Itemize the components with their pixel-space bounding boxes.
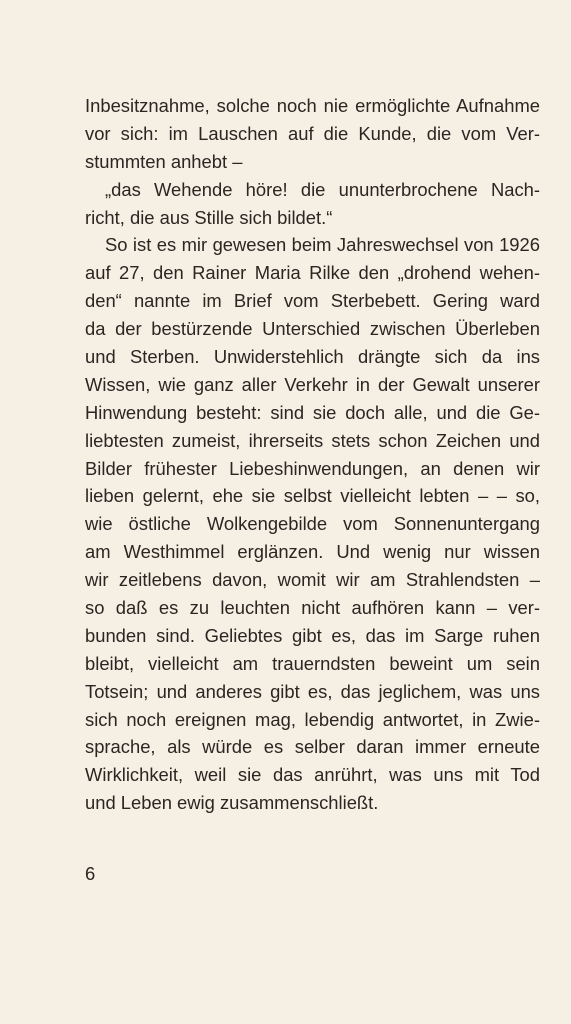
text-line: „das Wehende höre! die ununterbrochene Nach- — [105, 178, 540, 200]
text-line: bleibt, vielleicht am trauerndsten beweint um sein — [85, 652, 540, 674]
text-line: Totsein; und anderes gibt es, das jeglichem, was uns — [85, 680, 540, 702]
text-line: den“ nannte im Brief vom Sterbebett. Gering ward — [85, 290, 540, 312]
text-line: Hinwendung besteht: sind sie doch alle, und die Ge- — [85, 401, 540, 423]
text-line: Inbesitznahme, solche noch nie ermöglichte Aufnahme — [85, 95, 540, 116]
text-line: bunden sind. Geliebtes gibt es, das im Sarge ruhen — [85, 624, 540, 646]
text-line: wir zeitlebens davon, womit wir am Strahlendsten – — [85, 569, 540, 591]
text-line: Wirklichkeit, weil sie das anrührt, was uns mit Tod — [85, 764, 540, 786]
text-line: sprache, als würde es selber daran immer erneute — [85, 736, 540, 758]
text-line: So ist es mir gewesen beim Jahreswechsel von 1926 — [105, 234, 540, 256]
text-line: am Westhimmel erglänzen. Und wenig nur wissen — [85, 541, 540, 563]
text-line: stummten anhebt – — [85, 150, 243, 172]
text-line: da der bestürzende Unterschied zwischen Überleben — [85, 318, 540, 340]
text-line: Wissen, wie ganz aller Verkehr in der Gewalt unserer — [85, 373, 540, 395]
text-line: so daß es zu leuchten nicht aufhören kann – ver- — [85, 597, 540, 619]
page-number: 6 — [85, 863, 96, 884]
text-line: wie östliche Wolkengebilde vom Sonnenuntergang — [85, 513, 540, 535]
text-line: sich noch ereignen mag, lebendig antwortet, in Zwie- — [85, 708, 540, 730]
text-line: auf 27, den Rainer Maria Rilke den „drohend wehen- — [85, 262, 540, 284]
text-line: lieben gelernt, ehe sie selbst vielleicht lebten – – so, — [85, 485, 540, 507]
text-line: und Leben ewig zusammenschließt. — [85, 792, 379, 814]
text-line: richt, die aus Stille sich bildet.“ — [85, 206, 333, 228]
text-line: liebtesten zumeist, ihrerseits stets schon Zeichen und — [85, 429, 540, 451]
text-line: Bilder frühester Liebeshinwendungen, an denen wir — [85, 457, 540, 479]
text-line: vor sich: im Lauschen auf die Kunde, die vom Ver- — [85, 122, 540, 144]
body-text — [85, 92, 540, 817]
text-line: und Sterben. Unwiderstehlich drängte sich da ins — [85, 346, 540, 368]
